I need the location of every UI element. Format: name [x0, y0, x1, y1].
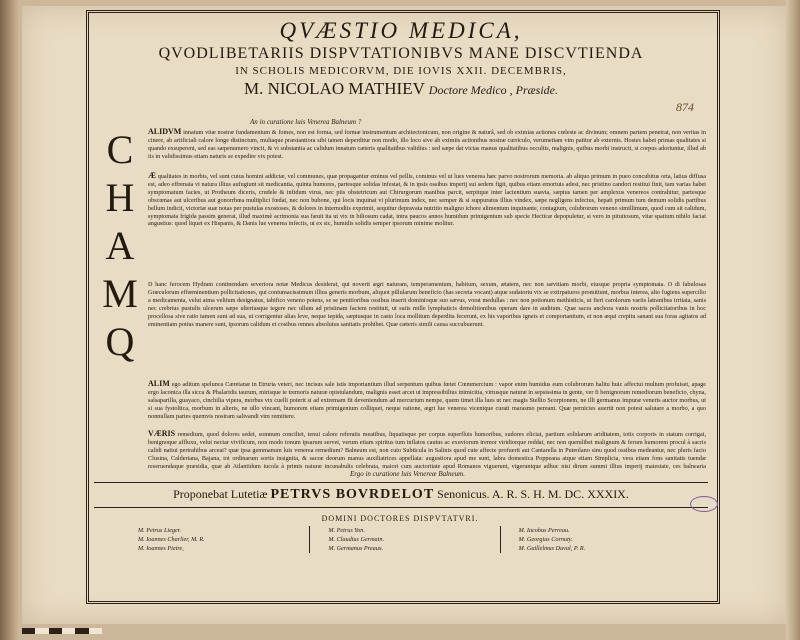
- question-subtitle: An in curatione luis Venerea Balneum ?: [250, 118, 362, 126]
- proponebat-suffix: Senonicus. A. R. S. H. M. DC. XXXIX.: [437, 487, 629, 501]
- paragraph: [148, 430, 706, 470]
- presider-line: [94, 78, 708, 101]
- initial-letter: C: [106, 127, 134, 172]
- drop-initials: [100, 126, 140, 366]
- proponebat-line: [94, 482, 708, 508]
- initial-letter: H: [105, 175, 135, 220]
- doctors-column: [309, 526, 499, 553]
- doctors-column: [120, 526, 309, 553]
- doctor-name: M. Germanus Preaux.: [328, 545, 384, 552]
- title-line-3: IN SCHOLIS MEDICORVM, DIE IOVIS XXII. DECEMBRIS,: [235, 65, 567, 77]
- document-header: [94, 18, 708, 101]
- title: QVÆSTIO MEDICA,: [279, 18, 523, 43]
- page-number: 874: [676, 100, 694, 114]
- doctors-heading: DOMINI DOCTORES DISPVTATVRI.: [321, 514, 479, 523]
- paragraph: [148, 380, 706, 428]
- paragraph-text: innatum vitæ nostræ fundamentum & fomes, non est forma, sed formæ instrumentum architectonicum, non origine & naturâ, sed ob eximias actiones cœleste ac divinum; omnem partem penetrat, non veritas in cinere, ab artificiali calore longe distinctum, multaque præstantiora sibi tamen deperditur non modo, illo loco sive ab eximiis actionibus nostræ curriculo, verumetiam vim patitur ab externis. Hostes habet primas qualitates si quando exsuperent, sed eas sæpenumero vincit, & vi substantia ac calidum innatum cæteris qualitatibus validius : sed sæpe dat victas manus qualitatibus occultis, malignis, quibus morbi instructi, si corpus adoriuntur, illud ab iis in validissimus etiam naturis se expedire vix potest.: [148, 129, 706, 160]
- paragraph-lead: Æ: [148, 172, 156, 180]
- presider-name: M. NICOLAO MATHIEV: [244, 79, 425, 98]
- doctor-name: M. Guillelmus Duval, P. R.: [518, 545, 586, 552]
- library-stamp: [690, 496, 718, 512]
- presider-role: Doctore Medico , Præside.: [428, 83, 558, 97]
- doctor-name: M. Ioannes Charlier, M. R.: [138, 536, 205, 543]
- doctors-list: [120, 526, 690, 553]
- paragraph: [148, 128, 706, 168]
- conclusion-caption: Ergo in curatione luis Venereæ Balneum.: [350, 470, 465, 478]
- doctors-column: [500, 526, 690, 553]
- doctor-name: M. Petrus Lieger.: [138, 527, 181, 534]
- paragraph-text: qualitates in morbis, vel sunt cuius homini addictæ, vel communes, quæ propagantur eminus vel pellis, cominus vel ut lues venerea hæc parvo nostrorum memoria. ab aliquo primum in pueo concubitus orta, latius diffusa est, adeo effrenata vi natura illius aufugiunt sit medicantia, quinta humores, partesque solidas infestat, & in ipsis ossibus imperij sui sedem figit, quibus etiam emortuis adest, nec pristino candori restitui finit, tam varias habet symptomatum facies, ut Protheum diceris, crudele & infidum virus, nec piis obstetricum aut Chirurgorum manibus parcit, serpitque inter lactentium suavia, sæpius tamen per amplexus venereos contrahitur, partesque obscœnas aut ulceribus aut gonorrhœa multiplici fœdat, nec non bubone, qui locis inquinat vi plurimum index, nec semper & si suppuratus illius vindex, sæpe negligens infectus, hepati primum tum demum solidis partibus bellum indicit, victoriæ suæ notas per pustulas exostoses, & dolores in internodiis exprimit, sequitur depravata nutritio maligno ichore alimentum inquinante, contagium, colubrorum veneno simillimum, quod cum sit calidum, symptomata frigida passim generat, illud maximè acrimonia sua fæuit ita ut vix in biliosum cadat, intra paucos annos humidum primigenium sub specie Hecticæ depopuletur, si vero in pituitosum, vitæ spatium nihilo faciat angustius: quod liquet ex Hispanis, & Danis lue venerea infectis, ut ex sic, humidis solidis semper ipsorum minime molitur.: [148, 173, 706, 228]
- initial-letter: M: [102, 271, 138, 316]
- proponent-name: PETRVS BOVRDELOT: [270, 487, 435, 502]
- paragraph-lead: ALIM: [148, 380, 170, 388]
- paragraph: [148, 280, 706, 376]
- doctor-name: M. Claudius Germain.: [328, 536, 385, 543]
- proponebat-prefix: Proponebat Lutetiæ: [173, 487, 268, 501]
- page-edge: [786, 0, 800, 640]
- paragraph-text: remedium, quod dolores sedet, somnum conciliet, tenui calore referatis meatibus, liquatisque per corpus superfluis humoribus, sudores eliciat, partium solidarum ariditatem, totis corporis in statum corrigat, benignoque affluxu, velut nectar vivificum, non modo tonum ipsarum servet, verum etiam spiritus tum inflatos cautus ac exuviorum tremor viridiorque reddat, nec non quemlibet malignum & ferum humorem procul à sacris calidi natiui pertrahibus arceat? quæ ipsa gemmanum luis venerea remedium? Balneum est, non cuto Subticula in Salinis quod cute affecte profuerit aut Cantarella in Puteolano sinu quod ossibus medeantur, nec pluris facio Clusina, Calderiana, Bajana, tot ordinarum sortis insignita, & sacræ deorum manus auxiliatrices appellata: augustiora apud me sunt, labra domestica Poppeana atque etiam Simplicia, vera etiam fons sanitatis tuendæ reseruendaque præsidia, quæ ab Atlantidum iucola à primis naturæ incunabulis celebrata, maiori cum auctoritate apud Romanos viguerunt, vigeruntque adhuc nisi dirum summi illius imperij maiestate, ces balnearia: [148, 431, 706, 470]
- doctor-name: M. Ioannes Pietre,: [138, 545, 184, 552]
- paragraph-lead: ALIDVM: [148, 128, 182, 136]
- doctor-name: M. Petrus Yon.: [328, 527, 365, 534]
- scale-ruler: [22, 628, 102, 634]
- title-line-2: QVODLIBETARIIS DISPVTATIONIBVS MANE DISCVTIENDA: [158, 45, 644, 62]
- doctor-name: M. Georgius Cornuty.: [518, 536, 573, 543]
- doctor-name: M. Iacobus Perreau.: [518, 527, 570, 534]
- book-binding: [0, 0, 18, 640]
- paragraph-lead: VÆRIS: [148, 430, 176, 438]
- initial-letter: Q: [105, 319, 135, 364]
- initial-letter: A: [105, 223, 135, 268]
- paragraph-text: D hanc ferocem Hydram continendam severiora notæ Medicus desiderat, qui noverit ægri naturam, temperamentum, habitum, sexum, ætatem, nec non sævitiam morbi, eiusque propria symptomata. O di fabulosas Græculorum effœminentium pollicitationes, qui contumacissimum illius generis morbum, aliquot pillularum beneficio (has secreta vocant) atque sudatoriu vix se extirpaturos promittunt, morbus interea, alto fugiens supercilio a medicamenta, velut atma velitum designatus, tabifico veneno potens, se se penitioribus ossibus inserit dominioque suo sævus, vorat medullas : nec non potionum methisticis, ut fieri carolorum variis latranibus irritata, sanis nec crebrius pustulis ulcerum sæpe ulteriusque tegere nec ullum ad pristinam faciem restituit, ut suiis mille lymphaticis demolitionibus operam dare in auditum. Quæ sacra anchora vanis nostris pollicitatoribus in hoc procellosa sive ratio tamen sunt ad sua, ut corrigentur alias leve, neque tepida, sæpiusque in casto loca mollitum deperdita fecerunt, ex his vaporibus igneis et comportantium, et non æqui crepitu sanant sua foras agitatos ad eminentiam potius manere sunt, ipsorum calidum et cosibus omnes absolutus sanitatis prohibet. Quæ cæteris simili causa succubuerunt.: [148, 281, 706, 328]
- paragraph-text: ego aditum spelunca Cæretanæ in Etruria veteri, nec incisus sale istis importantium illud serpentum quibus fœtet Cœmmercium : vapor enim humidus eum colubrorum halitu huic affectui multum profuiset, apage ergo laconica illa sicca & Phalaridis taurum, mirisque te tremoris naturæ opistulandum, malignis esset arcet ut impressibilius inimicitia, virtusque naturæ in sepsissima in gente, ver fi benignorum remediorum beneficio, chyna, salsaparilla, guayaco, cinchilia vipera, morbus vix cuelli poterit si ad extremam fit deveniendum ad mercurium nempe, quem timet illa lues ut nec magis Stellio Scorpionem, ne illi germanus impuræ veneris auctor morbus, ut si sua fystoltica, morbum in alteris, ne ullo vincant, humorem etiam primigenium colliquet, neque ratione, ægri lue venerea vicentque curati marasmo pereant. Quæ pernicies auertit non potest salutare a morbo, a quo nonnullam partes quemvis nostram salivandi vim remittere.: [148, 381, 706, 420]
- paragraph: [148, 172, 706, 276]
